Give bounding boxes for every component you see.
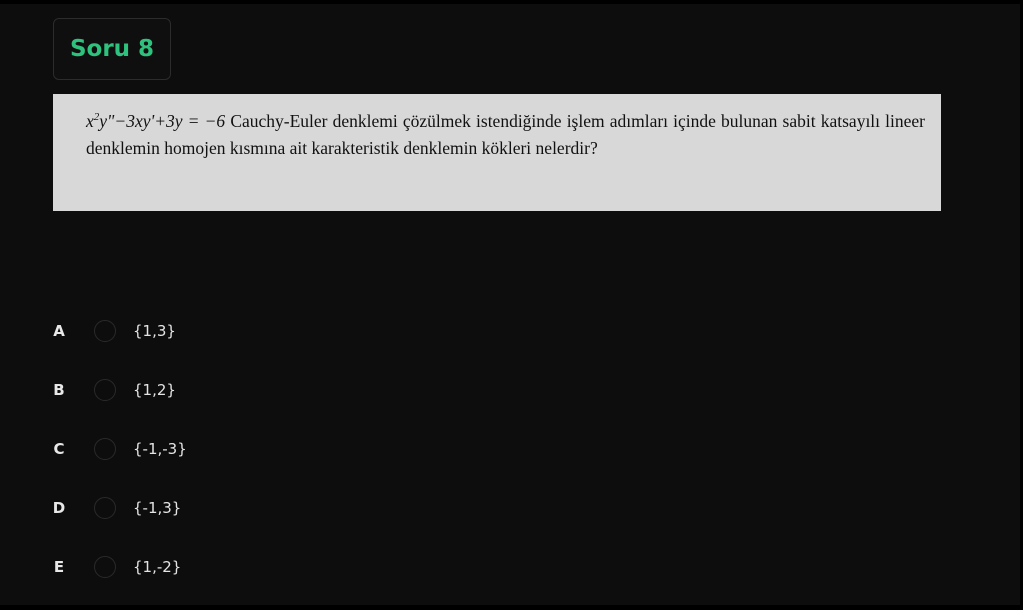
option-c[interactable]: [0, 419, 600, 478]
question-text: Cauchy-Euler denklemi çözülmek istendiğinde işlem adımları içinde bulunan sabit katsayılı lineer denklemin homojen kısmına ait karakteristik denklemin kökleri nelerdir?: [86, 111, 925, 158]
question-number-label: Soru 8: [69, 36, 155, 62]
option-text[interactable]: {1,-2}: [133, 557, 182, 576]
radio-button[interactable]: [94, 497, 116, 519]
option-text[interactable]: {-1,3}: [133, 498, 182, 517]
radio-button[interactable]: [94, 320, 116, 342]
option-d[interactable]: [0, 478, 600, 537]
radio-button[interactable]: [94, 379, 116, 401]
radio-button[interactable]: [94, 556, 116, 578]
equation-part-2: y"−3xy'+3y = −6: [99, 111, 226, 131]
option-letter: D: [52, 498, 66, 517]
option-b[interactable]: [0, 360, 600, 419]
option-letter: C: [53, 439, 65, 458]
equation-superscript: 2: [93, 111, 100, 123]
option-text[interactable]: {1,2}: [133, 380, 176, 399]
question-equation: [86, 111, 225, 131]
option-a[interactable]: [0, 301, 600, 360]
radio-button[interactable]: [94, 438, 116, 460]
option-e[interactable]: [0, 537, 600, 596]
option-letter: B: [53, 380, 65, 399]
answer-options: [0, 301, 600, 596]
option-letter: E: [53, 557, 65, 576]
question-text-box: [53, 94, 941, 211]
option-letter: A: [53, 321, 65, 340]
option-text[interactable]: {-1,-3}: [133, 439, 187, 458]
equation-part-1: x: [86, 111, 94, 131]
option-text[interactable]: {1,3}: [133, 321, 176, 340]
question-number-badge: [53, 18, 171, 80]
